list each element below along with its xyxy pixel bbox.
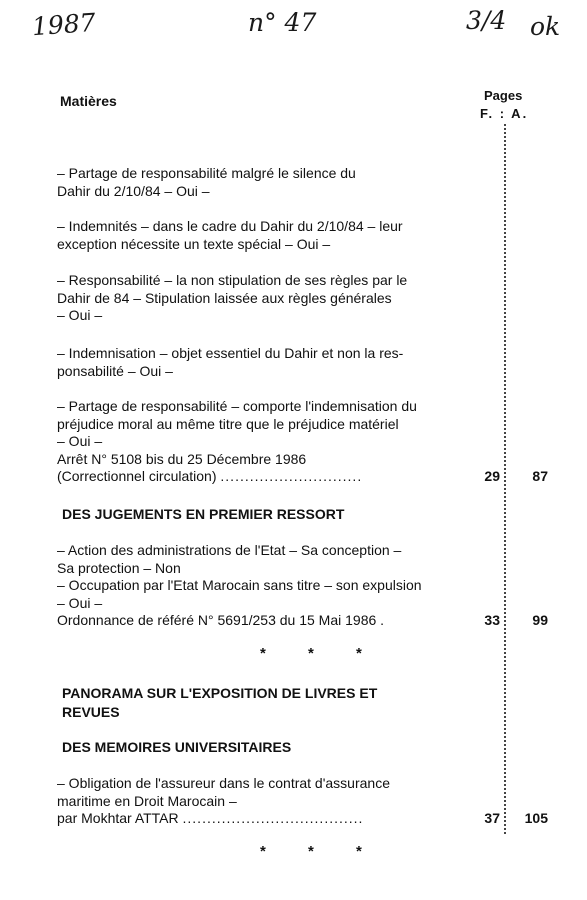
toc-line-with-leader xyxy=(57,468,477,486)
column-divider xyxy=(504,124,506,834)
toc-line: Dahir du 2/10/84 – Oui – xyxy=(57,182,210,199)
toc-line: maritime en Droit Marocain – xyxy=(57,792,237,809)
toc-line-text: par Mokhtar ATTAR xyxy=(57,810,179,826)
toc-line-with-leader xyxy=(57,810,477,828)
toc-line: – Responsabilité – la non stipulation de ses règles par le xyxy=(57,272,408,288)
page-number-a: 87 xyxy=(532,468,548,484)
toc-line: Dahir de 84 – Stipulation laissée aux règles générales xyxy=(57,289,392,306)
toc-line: – Occupation par l'Etat Marocain sans titre – son expulsion xyxy=(57,577,422,593)
leader-dots: . xyxy=(380,612,386,628)
section-separator-stars: * * * xyxy=(260,843,381,860)
leader-dots: ............................. xyxy=(220,468,363,484)
handwritten-check: ok xyxy=(530,12,561,41)
toc-entry-block xyxy=(57,398,477,486)
toc-entry-block xyxy=(57,165,477,200)
toc-entry-block xyxy=(57,218,477,253)
toc-line-with-leader xyxy=(57,612,477,630)
toc-entry-block xyxy=(57,775,477,828)
toc-line: – Oui – xyxy=(57,594,103,611)
toc-line: Sa protection – Non xyxy=(57,559,181,576)
handwritten-year: 1987 xyxy=(31,7,97,42)
heading-line: REVUES xyxy=(62,704,120,720)
page-number-f: 33 xyxy=(484,612,500,628)
toc-line: – Obligation de l'assureur dans le contrat d'assurance xyxy=(57,775,390,791)
section-heading-jugements: DES JUGEMENTS EN PREMIER RESSORT xyxy=(62,506,345,522)
section-separator-stars: * * * xyxy=(260,645,381,662)
toc-line: – Indemnités – dans le cadre du Dahir du 2/10/84 – leur xyxy=(57,218,403,234)
toc-line: ponsabilité – Oui – xyxy=(57,362,173,379)
toc-line: – Oui – xyxy=(57,307,103,323)
toc-entry-block xyxy=(57,345,477,380)
toc-line: – Partage de responsabilité malgré le silence du xyxy=(57,165,356,181)
page-number-f: 29 xyxy=(484,468,500,484)
toc-entry-block xyxy=(57,272,477,325)
leader-dots: ..................................... xyxy=(182,810,364,826)
toc-line: Arrêt N° 5108 bis du 25 Décembre 1986 xyxy=(57,450,307,467)
page-number-a: 99 xyxy=(532,612,548,628)
matieres-heading: Matières xyxy=(60,93,117,109)
section-heading-memoires: DES MEMOIRES UNIVERSITAIRES xyxy=(62,739,292,755)
toc-line-text: (Correctionnel circulation) xyxy=(57,468,217,484)
toc-line: – Action des administrations de l'Etat – Sa conception – xyxy=(57,542,402,558)
toc-line: – Oui – xyxy=(57,433,103,449)
heading-line: PANORAMA SUR L'EXPOSITION DE LIVRES ET xyxy=(62,685,378,701)
handwritten-issue-number: n° 47 xyxy=(248,8,317,37)
toc-line: préjudice moral au même titre que le préjudice matériel xyxy=(57,415,399,432)
toc-line: exception nécessite un texte spécial – Oui – xyxy=(57,235,331,252)
toc-line-text: Ordonnance de référé N° 5691/253 du 15 Mai 1986 xyxy=(57,612,377,628)
handwritten-pages-ratio: 3/4 xyxy=(466,6,507,35)
toc-line: – Partage de responsabilité – comporte l'indemnisation du xyxy=(57,398,417,414)
toc-line: – Indemnisation – objet essentiel du Dahir et non la res- xyxy=(57,345,404,361)
page-number-f: 37 xyxy=(484,810,500,826)
pages-heading: Pages xyxy=(484,88,523,103)
pages-columns-heading: F. : A. xyxy=(480,106,529,121)
page-number-a: 105 xyxy=(524,810,548,826)
section-heading-panorama xyxy=(62,684,462,722)
toc-entry-block xyxy=(57,542,477,630)
